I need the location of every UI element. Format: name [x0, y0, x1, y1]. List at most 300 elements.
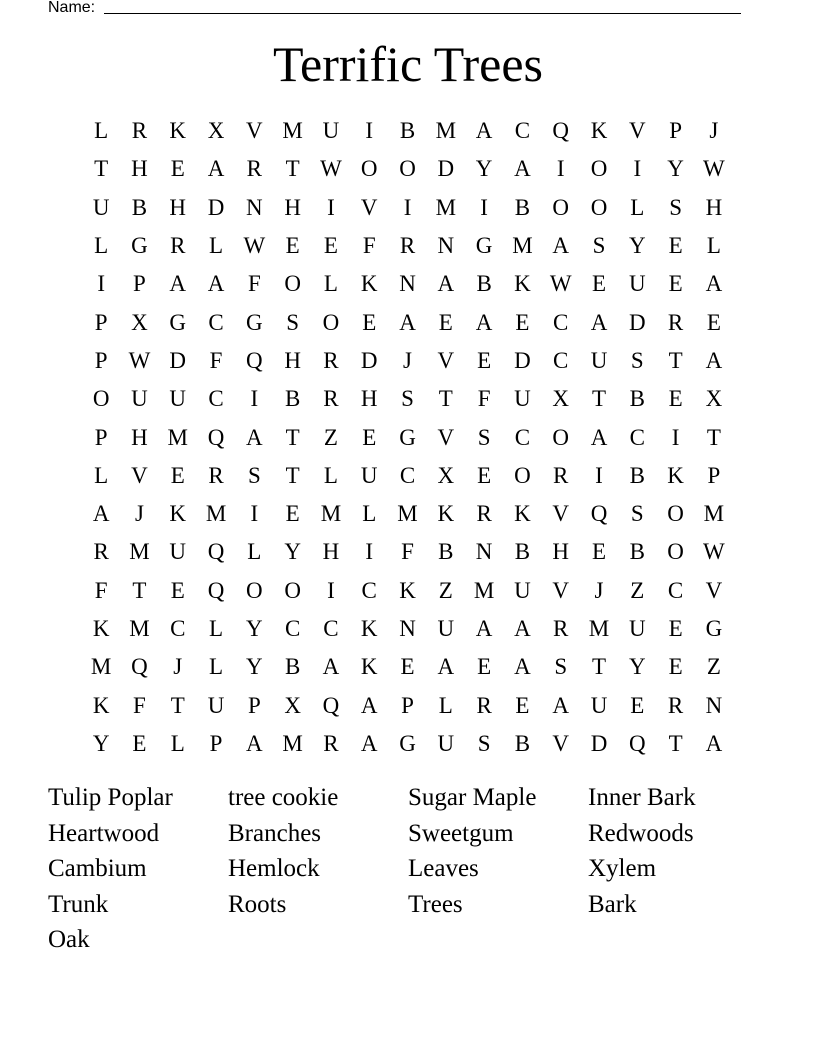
grid-letter: M: [473, 577, 495, 603]
word-search-grid: [82, 112, 733, 763]
grid-letter: L: [630, 194, 645, 220]
grid-letter: U: [169, 539, 187, 565]
grid-letter: V: [705, 577, 723, 603]
grid-letter: H: [705, 194, 723, 220]
grid-letter: L: [94, 462, 109, 488]
grid-letter: K: [437, 501, 455, 527]
grid-letter: O: [322, 309, 340, 335]
grid-letter: X: [437, 462, 455, 488]
grid-letter: H: [169, 194, 187, 220]
grid-letter: V: [552, 501, 570, 527]
grid-letter: E: [477, 347, 492, 373]
grid-letter: C: [284, 616, 301, 641]
grid-letter: K: [92, 692, 110, 718]
grid-letter: M: [397, 501, 418, 527]
grid-letter: G: [475, 233, 493, 259]
grid-letter: V: [437, 347, 455, 373]
grid-letter: B: [399, 118, 416, 144]
grid-letter: B: [476, 271, 492, 297]
grid-letter: M: [435, 194, 457, 220]
grid-letter: K: [360, 271, 378, 297]
grid-letter: A: [590, 309, 608, 335]
grid-letter: Y: [246, 616, 263, 641]
grid-letter: N: [475, 539, 493, 565]
grid-letter: Q: [131, 654, 148, 680]
grid-letter: A: [514, 654, 531, 680]
grid-letter: S: [630, 347, 644, 373]
grid-letter: N: [399, 271, 416, 297]
grid-letter: Q: [590, 501, 608, 527]
grid-letter: A: [246, 424, 263, 450]
word-list-item: Trunk: [48, 890, 109, 918]
grid-letter: M: [167, 424, 188, 450]
grid-letter: F: [133, 692, 146, 718]
grid-letter: F: [94, 577, 108, 603]
grid-letter: I: [480, 194, 488, 220]
grid-letter: C: [323, 616, 339, 641]
grid-letter: M: [320, 501, 342, 527]
grid-letter: N: [705, 692, 723, 718]
grid-letter: E: [591, 271, 607, 297]
grid-letter: X: [131, 309, 148, 335]
grid-letter: X: [552, 386, 570, 412]
grid-letter: I: [633, 156, 642, 182]
grid-letter: H: [284, 347, 301, 373]
grid-letter: P: [94, 309, 108, 335]
grid-letter: J: [594, 577, 604, 603]
grid-letter: G: [705, 616, 723, 641]
word-list-item: Sweetgum: [408, 819, 514, 847]
grid-letter: R: [323, 347, 339, 373]
grid-letter: L: [323, 271, 338, 297]
grid-letter: C: [514, 118, 531, 144]
grid-letter: D: [437, 156, 455, 182]
grid-letter: Z: [323, 424, 338, 450]
grid-letter: N: [246, 194, 263, 220]
grid-letter: K: [169, 118, 187, 144]
grid-letter: Q: [552, 118, 570, 144]
grid-letter: P: [133, 271, 146, 297]
grid-letter: C: [361, 577, 377, 603]
grid-letter: K: [590, 118, 608, 144]
grid-letter: I: [403, 194, 412, 220]
grid-letter: V: [628, 118, 646, 144]
grid-letter: S: [401, 386, 414, 412]
name-label: Name:: [48, 0, 96, 16]
grid-letter: C: [170, 616, 186, 641]
grid-letter: E: [515, 692, 530, 718]
grid-letter: D: [628, 309, 646, 335]
grid-letter: L: [94, 233, 109, 259]
grid-letter: E: [323, 233, 338, 259]
grid-letter: J: [403, 347, 412, 373]
grid-letter: B: [131, 194, 148, 220]
grid-letter: S: [286, 309, 300, 335]
grid-letter: J: [134, 501, 144, 527]
grid-letter: E: [591, 539, 607, 565]
grid-letter: P: [401, 692, 414, 718]
grid-letter: E: [515, 309, 530, 335]
grid-letter: H: [322, 539, 340, 565]
grid-letter: U: [514, 577, 531, 603]
grid-letter: U: [628, 616, 646, 641]
grid-letter: R: [553, 462, 569, 488]
grid-letter: P: [209, 730, 223, 756]
grid-letter: U: [169, 386, 187, 412]
word-list-item: Tulip Poplar: [48, 784, 173, 811]
grid-letter: A: [705, 730, 723, 756]
grid-letter: K: [667, 462, 684, 488]
grid-letter: A: [360, 730, 378, 756]
grid-letter: P: [94, 424, 108, 450]
grid-letter: Q: [207, 539, 225, 565]
grid-letter: H: [131, 424, 148, 450]
grid-letter: I: [250, 386, 259, 412]
grid-letter: Z: [438, 577, 453, 603]
grid-letter: F: [477, 386, 491, 412]
grid-letter: A: [552, 233, 570, 259]
grid-letter: B: [629, 386, 645, 412]
grid-letter: I: [365, 118, 374, 144]
grid-letter: P: [707, 462, 721, 488]
grid-letter: Y: [667, 156, 684, 182]
grid-letter: B: [629, 462, 645, 488]
grid-letter: U: [322, 118, 340, 144]
grid-letter: K: [169, 501, 187, 527]
grid-letter: R: [667, 309, 684, 335]
grid-letter: K: [360, 654, 378, 680]
word-list-item: Xylem: [588, 855, 657, 882]
grid-letter: L: [247, 539, 262, 565]
word-list-item: Oak: [48, 926, 90, 953]
grid-letter: K: [360, 616, 378, 641]
grid-letter: E: [438, 309, 453, 335]
word-list-item: Bark: [588, 890, 637, 918]
grid-letter: O: [667, 501, 684, 527]
grid-letter: X: [207, 118, 225, 144]
grid-letter: W: [320, 156, 342, 182]
page-title: Terrific Trees: [272, 36, 544, 92]
word-list: [48, 780, 768, 958]
grid-letter: A: [92, 501, 110, 527]
grid-letter: A: [437, 654, 455, 680]
grid-letter: U: [207, 692, 225, 718]
grid-letter: N: [437, 233, 455, 259]
grid-letter: Y: [246, 654, 263, 680]
grid-letter: B: [514, 194, 531, 220]
grid-letter: Y: [628, 233, 646, 259]
grid-letter: M: [282, 118, 303, 144]
grid-letter: V: [131, 462, 148, 488]
grid-letter: D: [590, 730, 608, 756]
grid-letter: T: [285, 424, 300, 450]
grid-letter: M: [588, 616, 610, 641]
grid-letter: Q: [246, 347, 263, 373]
grid-letter: C: [553, 347, 569, 373]
grid-letter: E: [170, 577, 185, 603]
grid-letter: K: [514, 271, 531, 297]
word-list-item: Hemlock: [228, 855, 320, 882]
grid-letter: L: [323, 462, 338, 488]
grid-letter: S: [669, 194, 682, 220]
grid-letter: S: [592, 233, 606, 259]
grid-letter: U: [590, 692, 608, 718]
grid-letter: A: [360, 692, 378, 718]
grid-letter: G: [169, 309, 187, 335]
grid-letter: U: [514, 386, 531, 412]
grid-letter: E: [170, 462, 185, 488]
grid-letter: E: [170, 156, 185, 182]
grid-letter: S: [247, 462, 261, 488]
word-list-item: Inner Bark: [588, 784, 696, 811]
name-underline: [104, 13, 741, 14]
word-list-item: Branches: [228, 819, 322, 847]
grid-letter: E: [668, 271, 683, 297]
grid-letter: Q: [207, 577, 225, 603]
grid-letter: B: [284, 654, 301, 680]
grid-letter: F: [362, 233, 376, 259]
grid-letter: B: [514, 730, 531, 756]
grid-letter: L: [438, 692, 453, 718]
grid-letter: A: [399, 309, 416, 335]
grid-letter: M: [282, 730, 303, 756]
grid-letter: O: [360, 156, 378, 182]
grid-letter: Y: [628, 654, 646, 680]
grid-letter: T: [132, 577, 147, 603]
grid-letter: W: [703, 156, 725, 182]
grid-letter: R: [667, 692, 684, 718]
grid-letter: M: [129, 616, 150, 641]
grid-letter: L: [209, 654, 224, 680]
grid-letter: E: [630, 692, 645, 718]
grid-letter: B: [438, 539, 454, 565]
grid-letter: R: [208, 462, 224, 488]
grid-letter: A: [322, 654, 340, 680]
grid-letter: A: [705, 347, 723, 373]
grid-letter: A: [169, 271, 187, 297]
grid-letter: U: [590, 347, 608, 373]
grid-letter: Y: [284, 539, 301, 565]
grid-letter: Q: [207, 424, 225, 450]
grid-letter: W: [243, 233, 266, 259]
grid-letter: R: [399, 233, 416, 259]
grid-letter: X: [284, 692, 301, 718]
grid-letter: Y: [92, 730, 110, 756]
grid-letter: T: [706, 424, 721, 450]
grid-letter: T: [170, 692, 185, 718]
grid-letter: D: [514, 347, 531, 373]
grid-letter: R: [170, 233, 186, 259]
grid-letter: T: [668, 730, 683, 756]
grid-letter: O: [514, 462, 531, 488]
grid-letter: A: [207, 156, 225, 182]
grid-letter: U: [437, 616, 455, 641]
grid-letter: A: [475, 309, 493, 335]
grid-letter: E: [400, 654, 415, 680]
grid-letter: V: [552, 730, 570, 756]
grid-letter: V: [360, 194, 378, 220]
grid-letter: I: [97, 271, 105, 297]
grid-letter: D: [360, 347, 378, 373]
grid-letter: U: [437, 730, 455, 756]
grid-letter: O: [552, 424, 570, 450]
grid-letter: H: [284, 194, 301, 220]
grid-letter: C: [629, 424, 645, 450]
grid-letter: A: [475, 616, 493, 641]
grid-letter: M: [435, 118, 457, 144]
grid-letter: A: [514, 156, 531, 182]
grid-letter: A: [475, 118, 493, 144]
grid-letter: R: [246, 156, 262, 182]
grid-letter: E: [477, 654, 492, 680]
grid-letter: D: [207, 194, 225, 220]
grid-letter: A: [590, 424, 608, 450]
grid-letter: C: [399, 462, 416, 488]
grid-letter: E: [668, 654, 683, 680]
grid-letter: I: [250, 501, 259, 527]
grid-letter: A: [705, 271, 723, 297]
grid-letter: J: [709, 118, 719, 144]
grid-letter: E: [132, 730, 147, 756]
grid-letter: G: [399, 424, 416, 450]
grid-letter: O: [667, 539, 684, 565]
grid-letter: T: [438, 386, 453, 412]
grid-letter: K: [514, 501, 531, 527]
grid-letter: E: [668, 233, 683, 259]
grid-letter: T: [94, 156, 109, 182]
grid-letter: B: [284, 386, 301, 412]
grid-letter: W: [128, 347, 151, 373]
grid-letter: T: [668, 347, 683, 373]
grid-letter: Q: [628, 730, 646, 756]
grid-letter: L: [209, 233, 224, 259]
grid-letter: E: [362, 309, 377, 335]
grid-letter: A: [207, 271, 225, 297]
grid-letter: R: [131, 118, 148, 144]
grid-letter: K: [399, 577, 416, 603]
grid-letter: X: [705, 386, 723, 412]
grid-letter: R: [323, 730, 339, 756]
grid-letter: B: [514, 539, 531, 565]
grid-letter: V: [246, 118, 263, 144]
grid-letter: Z: [706, 654, 721, 680]
grid-letter: T: [591, 386, 607, 412]
grid-letter: T: [591, 654, 607, 680]
grid-letter: M: [205, 501, 227, 527]
grid-letter: L: [706, 233, 721, 259]
grid-letter: I: [595, 462, 603, 488]
grid-letter: L: [362, 501, 377, 527]
grid-letter: E: [668, 386, 683, 412]
grid-letter: G: [131, 233, 148, 259]
grid-letter: O: [399, 156, 416, 182]
grid-letter: I: [365, 539, 374, 565]
grid-letter: O: [246, 577, 263, 603]
grid-letter: M: [90, 654, 112, 680]
grid-letter: Z: [630, 577, 645, 603]
word-list-item: Redwoods: [588, 819, 694, 847]
word-list-item: tree cookie: [228, 784, 339, 811]
grid-letter: A: [246, 730, 263, 756]
grid-letter: O: [590, 156, 608, 182]
grid-letter: K: [92, 616, 110, 641]
grid-letter: W: [549, 271, 572, 297]
grid-letter: Q: [322, 692, 340, 718]
grid-letter: S: [477, 424, 491, 450]
name-field-row: [48, 0, 748, 18]
word-list-item: Trees: [408, 890, 463, 918]
grid-letter: V: [437, 424, 455, 450]
grid-letter: G: [246, 309, 263, 335]
word-list-item: Cambium: [48, 855, 147, 882]
grid-letter: S: [630, 501, 644, 527]
word-list-item: Leaves: [408, 855, 479, 882]
grid-letter: A: [437, 271, 455, 297]
grid-letter: I: [671, 424, 680, 450]
grid-letter: T: [285, 156, 300, 182]
grid-letter: P: [94, 347, 108, 373]
grid-letter: D: [169, 347, 187, 373]
grid-letter: C: [667, 577, 684, 603]
grid-letter: F: [209, 347, 223, 373]
grid-letter: M: [512, 233, 533, 259]
grid-letter: R: [553, 616, 569, 641]
grid-letter: O: [284, 577, 301, 603]
grid-letter: B: [629, 539, 645, 565]
grid-letter: C: [553, 309, 569, 335]
grid-letter: U: [360, 462, 378, 488]
grid-letter: R: [476, 692, 492, 718]
grid-letter: U: [628, 271, 646, 297]
grid-letter: R: [476, 501, 492, 527]
grid-letter: J: [173, 654, 183, 680]
grid-letter: N: [399, 616, 416, 641]
grid-letter: C: [514, 424, 531, 450]
grid-letter: L: [209, 616, 224, 641]
grid-letter: A: [552, 692, 570, 718]
grid-letter: E: [362, 424, 377, 450]
grid-letter: H: [131, 156, 148, 182]
grid-letter: T: [285, 462, 300, 488]
grid-letter: W: [703, 539, 725, 565]
grid-letter: O: [590, 194, 608, 220]
grid-letter: H: [360, 386, 378, 412]
grid-letter: S: [554, 654, 568, 680]
grid-letter: H: [552, 539, 570, 565]
word-list-item: Sugar Maple: [408, 784, 537, 811]
grid-letter: P: [669, 118, 682, 144]
grid-letter: E: [668, 616, 683, 641]
grid-letter: I: [327, 194, 335, 220]
grid-letter: M: [129, 539, 150, 565]
grid-letter: F: [247, 271, 261, 297]
grid-letter: V: [552, 577, 570, 603]
grid-letter: O: [284, 271, 301, 297]
grid-letter: P: [247, 692, 261, 718]
grid-letter: E: [285, 233, 300, 259]
grid-letter: R: [323, 386, 339, 412]
grid-letter: L: [170, 730, 185, 756]
grid-letter: R: [93, 539, 109, 565]
grid-letter: E: [477, 462, 492, 488]
grid-letter: I: [556, 156, 565, 182]
grid-letter: O: [92, 386, 110, 412]
grid-letter: E: [706, 309, 721, 335]
grid-letter: C: [208, 309, 224, 335]
grid-letter: I: [327, 577, 335, 603]
grid-letter: Y: [475, 156, 493, 182]
grid-letter: A: [514, 616, 531, 641]
